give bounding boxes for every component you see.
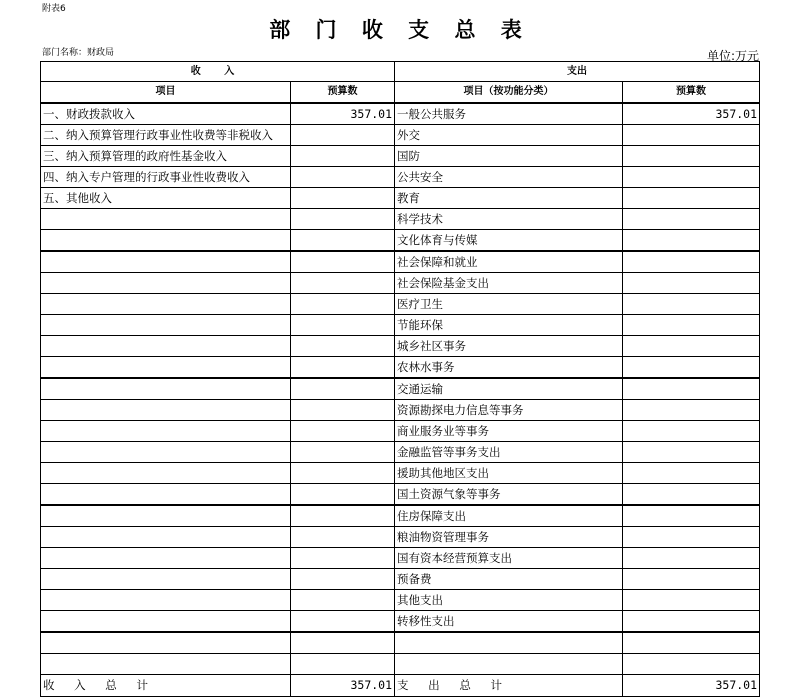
column-header-row [41,82,760,104]
income-value-cell [291,400,395,421]
table-row [41,548,760,569]
income-value-cell [291,273,395,294]
expense-value-cell [623,400,760,421]
income-value-cell [291,188,395,209]
expense-value-cell [623,463,760,484]
table-row [41,421,760,442]
expense-value-cell [623,505,760,527]
income-item-cell [41,654,291,675]
expense-item-cell: 公共安全 [395,167,623,188]
table-row [41,209,760,230]
table-row [41,251,760,273]
income-item-cell [41,315,291,336]
expense-item-cell: 社会保障和就业 [395,251,623,273]
table-row [41,357,760,379]
expense-item-cell: 住房保障支出 [395,505,623,527]
income-total-value: 357.01 [291,675,395,697]
income-item-cell [41,463,291,484]
expense-value-cell [623,421,760,442]
expense-section-header: 支出 [395,62,760,82]
expense-value-cell [623,357,760,379]
table-row [41,294,760,315]
expense-value-cell [623,125,760,146]
expense-item-cell [395,654,623,675]
table-row [41,273,760,294]
expense-value-cell [623,590,760,611]
expense-value-cell [623,315,760,336]
expense-value-cell [623,654,760,675]
table-row [41,484,760,506]
table-row [41,167,760,188]
income-value-cell [291,421,395,442]
expense-item-cell: 农林水事务 [395,357,623,379]
income-item-cell [41,569,291,590]
table-row [41,505,760,527]
table-row [41,188,760,209]
expense-value-cell [623,378,760,400]
unit-label: 单位:万元 [706,49,759,63]
income-value-cell [291,230,395,252]
income-value-cell [291,336,395,357]
income-item-cell [41,611,291,633]
expense-item-cell: 预备费 [395,569,623,590]
expense-item-cell: 援助其他地区支出 [395,463,623,484]
expense-item-cell: 资源勘探电力信息等事务 [395,400,623,421]
expense-value-cell [623,632,760,654]
income-item-cell [41,230,291,252]
department-name: 部门名称：财政局 [42,48,115,58]
income-value-cell [291,527,395,548]
income-value-cell [291,463,395,484]
income-item-cell [41,421,291,442]
income-value-cell [291,209,395,230]
expense-value-cell [623,442,760,463]
expense-item-header: 项目（按功能分类） [395,82,623,104]
income-item-cell: 一、财政拨款收入 [41,103,291,125]
table-row [41,146,760,167]
expense-budget-header: 预算数 [623,82,760,104]
table-row [41,611,760,633]
income-value-cell [291,146,395,167]
expense-item-cell: 文化体育与传媒 [395,230,623,252]
income-value-cell [291,167,395,188]
expense-value-cell [623,527,760,548]
income-item-cell [41,590,291,611]
expense-item-cell [395,632,623,654]
income-value-cell [291,590,395,611]
income-value-cell [291,315,395,336]
expense-item-cell: 社会保险基金支出 [395,273,623,294]
expense-value-cell [623,484,760,506]
expense-item-cell: 商业服务业等事务 [395,421,623,442]
expense-item-cell: 医疗卫生 [395,294,623,315]
income-value-cell [291,611,395,633]
budget-summary-table [40,61,760,697]
table-row [41,527,760,548]
expense-value-cell [623,188,760,209]
income-section-header: 收 入 [41,62,395,82]
income-item-cell [41,484,291,506]
expense-value-cell [623,230,760,252]
income-budget-header: 预算数 [291,82,395,104]
income-item-cell: 三、纳入预算管理的政府性基金收入 [41,146,291,167]
expense-value-cell [623,209,760,230]
expense-item-cell: 国土资源气象等事务 [395,484,623,506]
table-row [41,632,760,654]
expense-value-cell [623,167,760,188]
expense-item-cell: 转移性支出 [395,611,623,633]
expense-value-cell [623,336,760,357]
income-value-cell [291,125,395,146]
income-item-cell [41,505,291,527]
income-item-cell [41,378,291,400]
income-value-cell [291,548,395,569]
income-value-cell [291,442,395,463]
income-value-cell [291,654,395,675]
income-value-cell [291,378,395,400]
table-row [41,654,760,675]
table-row [41,230,760,252]
expense-item-cell: 教育 [395,188,623,209]
expense-value-cell [623,251,760,273]
income-item-cell [41,251,291,273]
table-row [41,125,760,146]
expense-item-cell: 交通运输 [395,378,623,400]
income-item-cell [41,273,291,294]
expense-value-cell [623,146,760,167]
expense-item-cell: 一般公共服务 [395,103,623,125]
table-row [41,315,760,336]
attachment-label: 附表6 [42,4,66,14]
expense-value-cell: 357.01 [623,103,760,125]
table-row [41,442,760,463]
income-item-cell: 五、其他收入 [41,188,291,209]
table-row [41,378,760,400]
expense-value-cell [623,611,760,633]
table-row [41,569,760,590]
expense-item-cell: 城乡社区事务 [395,336,623,357]
income-item-cell [41,400,291,421]
income-item-cell [41,336,291,357]
expense-item-cell: 科学技术 [395,209,623,230]
expense-item-cell: 国防 [395,146,623,167]
income-item-cell [41,442,291,463]
income-item-cell [41,357,291,379]
expense-item-cell: 金融监管等事务支出 [395,442,623,463]
income-value-cell [291,632,395,654]
income-item-header: 项目 [41,82,291,104]
totals-row [41,675,760,697]
income-value-cell [291,251,395,273]
income-item-cell: 二、纳入预算管理行政事业性收费等非税收入 [41,125,291,146]
income-value-cell [291,357,395,379]
income-item-cell [41,548,291,569]
expense-total-label: 支 出 总 计 [395,675,623,697]
table-row [41,400,760,421]
income-value-cell: 357.01 [291,103,395,125]
expense-value-cell [623,273,760,294]
expense-item-cell: 其他支出 [395,590,623,611]
expense-item-cell: 粮油物资管理事务 [395,527,623,548]
income-item-cell: 四、纳入专户管理的行政事业性收费收入 [41,167,291,188]
expense-item-cell: 外交 [395,125,623,146]
table-row [41,103,760,125]
section-header-row [41,62,760,82]
income-total-label: 收 入 总 计 [41,675,291,697]
expense-item-cell: 国有资本经营预算支出 [395,548,623,569]
expense-item-cell: 节能环保 [395,315,623,336]
income-item-cell [41,209,291,230]
expense-value-cell [623,569,760,590]
table-row [41,590,760,611]
table-row [41,336,760,357]
income-item-cell [41,527,291,548]
income-item-cell [41,294,291,315]
income-value-cell [291,569,395,590]
page-title: 部 门 收 支 总 表 [269,18,531,42]
expense-value-cell [623,548,760,569]
expense-total-value: 357.01 [623,675,760,697]
expense-value-cell [623,294,760,315]
income-value-cell [291,294,395,315]
income-item-cell [41,632,291,654]
income-value-cell [291,484,395,506]
income-value-cell [291,505,395,527]
table-row [41,463,760,484]
